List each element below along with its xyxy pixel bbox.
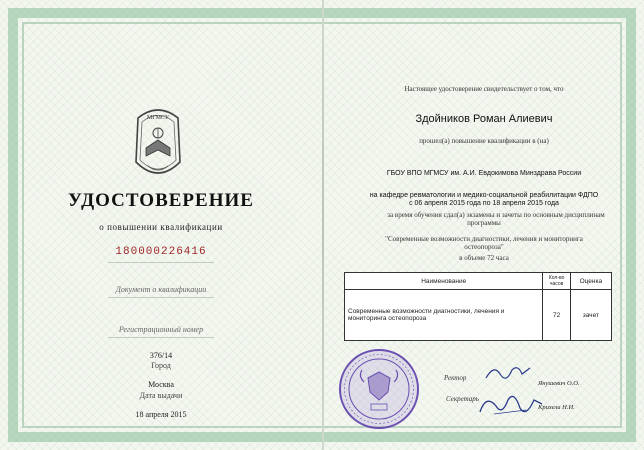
program-volume: в объеме 72 часа (459, 254, 509, 262)
rector-label: Ректор (444, 374, 467, 382)
reg-number-caption: Регистрационный номер (118, 325, 204, 334)
table-header-row (345, 273, 612, 290)
number-underline (108, 262, 214, 263)
program-title-line-1: "Современные возможности диагностики, лечения и мониторинга (385, 235, 583, 243)
department-name: на кафедре ревматологии и медико-социальной реабилитации ФДПО (369, 192, 599, 199)
caption-underline (108, 297, 214, 298)
row-hours: 72 (543, 290, 570, 341)
header-name: Наименование (345, 273, 543, 290)
issue-date: 18 апреля 2015 (135, 410, 187, 419)
grades-table (344, 272, 612, 341)
program-title-line-2: остеопороза" (464, 243, 504, 251)
reg-number: 376/14 (149, 351, 173, 360)
document-title: УДОСТОВЕРЕНИЕ (68, 190, 254, 211)
row-grade: зачет (570, 290, 611, 341)
study-period: с 06 апреля 2015 года по 18 апреля 2015 года (409, 200, 559, 207)
institution-name: ГБОУ ВПО МГМСУ им. А.И. Евдокимова Минздрава России (386, 170, 582, 177)
rector-signature (482, 360, 542, 384)
secretary-name: Крихели Н.И. (538, 404, 575, 411)
rector-name: Янушевич О.О. (538, 380, 580, 387)
emblem-text-top: МГМСУ (146, 115, 170, 121)
city-value: Москва (148, 380, 174, 389)
city-caption: Город (151, 361, 171, 370)
issue-date-caption: Дата выдачи (139, 391, 183, 400)
document-caption: Документ о квалификации (115, 285, 207, 294)
secretary-label: Секретарь (446, 395, 479, 403)
secretary-signature (476, 388, 546, 422)
row-discipline: Современные возможности диагностики, лечения и мониторинга остеопороза (345, 290, 543, 341)
document-subtitle: о повышении квалификации (99, 222, 223, 232)
right-page (324, 0, 644, 450)
program-word: программы (467, 219, 501, 227)
document-number: 180000226416 (115, 246, 207, 258)
person-name: Здойников Роман Алиевич (415, 113, 553, 125)
table-row (345, 290, 612, 341)
header-hours: Кол-во часов (543, 273, 570, 290)
exam-text: за время обучения сдал(а) экзамены и зачеты по основным дисциплинам (387, 211, 605, 219)
reg-underline (108, 337, 214, 338)
intro-text: Настоящее удостоверение свидетельствует о том, что (404, 85, 564, 93)
header-grade: Оценка (570, 273, 611, 290)
official-seal-icon (338, 348, 420, 430)
passed-text: прошел(а) повышение квалификации в (на) (419, 137, 549, 145)
